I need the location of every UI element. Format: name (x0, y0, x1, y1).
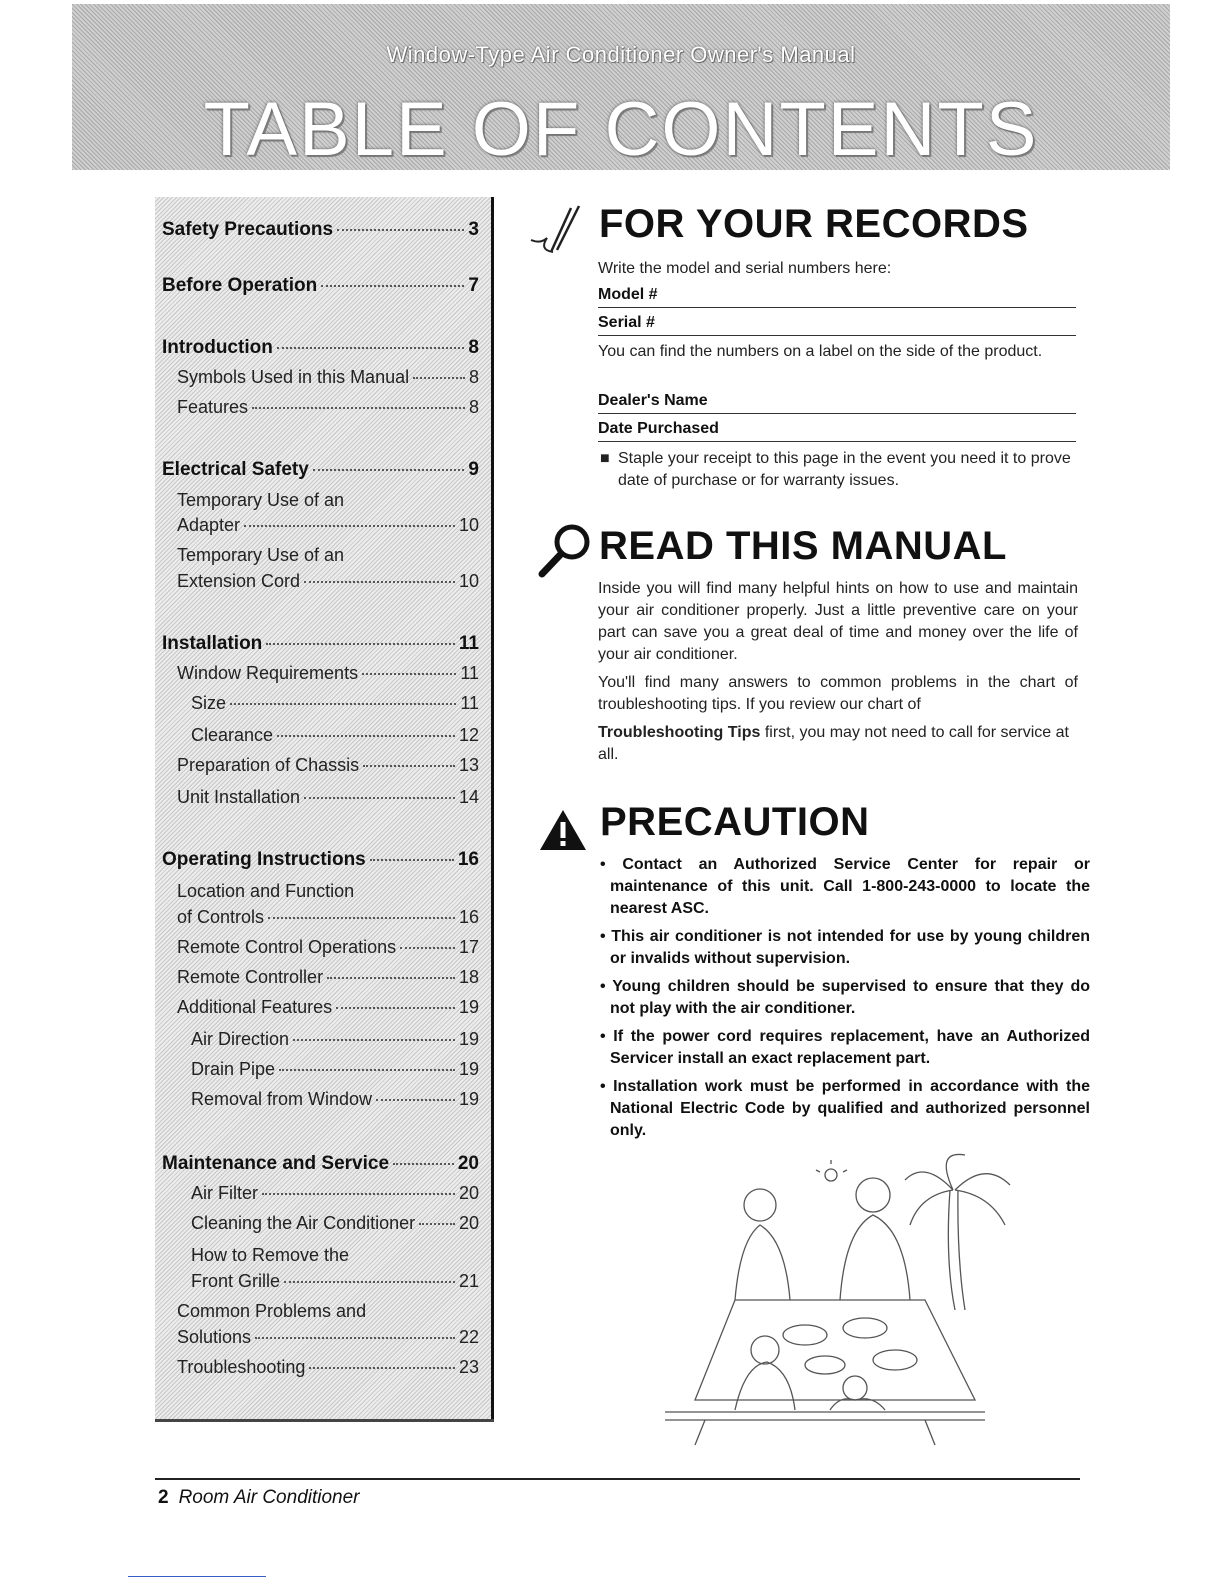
dealer-name-field[interactable]: Dealer's Name (598, 392, 1076, 414)
toc-section[interactable] (162, 633, 479, 655)
toc-subsection[interactable] (177, 787, 479, 808)
title-banner (72, 4, 1170, 170)
dot-leader (313, 468, 465, 471)
toc-subsection[interactable] (191, 1183, 479, 1204)
dot-leader (304, 796, 455, 799)
dot-leader (362, 672, 456, 675)
dot-leader (252, 406, 465, 409)
dot-leader (419, 1222, 455, 1225)
toc-entry-label: Clearance (191, 725, 274, 745)
toc-entry-label: Additional Features (177, 997, 333, 1017)
toc-entry-label: Adapter (177, 515, 241, 535)
records-heading: FOR YOUR RECORDS (599, 202, 1029, 246)
toc-subsection[interactable] (191, 1089, 479, 1110)
toc-subsection[interactable] (177, 907, 479, 928)
manual-paragraph-1: Inside you will find many helpful hints on how to use and maintain your air conditioner properly. Just a little preventive care on your part can save you a great deal of time and money over the life of your air conditioner. (598, 580, 1078, 663)
toc-entry-label: Drain Pipe (191, 1059, 276, 1079)
toc-entry-line: How to Remove the (191, 1245, 350, 1265)
toc-entry-label: Troubleshooting (177, 1357, 306, 1377)
dot-leader (277, 346, 465, 349)
toc-page-number: 7 (468, 275, 479, 296)
footer-rule (155, 1478, 1080, 1480)
dot-leader (266, 642, 455, 645)
precaution-item (598, 854, 1090, 920)
toc-page-number: 16 (457, 849, 479, 870)
precaution-item (598, 926, 1090, 970)
toc-entry-line: Location and Function (177, 881, 355, 901)
dot-leader (327, 976, 455, 979)
toc-subsection[interactable] (191, 1029, 479, 1050)
toc-entry-label: Air Direction (191, 1029, 290, 1049)
toc-entry-line: Temporary Use of an (177, 490, 345, 510)
toc-entry-label: Maintenance and Service (162, 1153, 390, 1174)
dot-leader (400, 946, 455, 949)
toc-entry-label: Electrical Safety (162, 459, 309, 480)
date-purchased-field[interactable]: Date Purchased (598, 420, 1076, 442)
toc-entry-label: Unit Installation (177, 787, 301, 807)
bullet-icon: • (600, 856, 623, 873)
manual-paragraph-2: You'll find many answers to common problems in the chart of troubleshooting tips. If you review our chart of (598, 674, 1078, 713)
toc-entry-label: Preparation of Chassis (177, 755, 360, 775)
dot-leader (413, 376, 465, 379)
toc-entry-line: Temporary Use of an (177, 545, 345, 565)
toc-entry-label: Symbols Used in this Manual (177, 367, 410, 387)
troubleshooting-tips-emphasis: Troubleshooting Tips (598, 724, 761, 741)
toc-entry-label: Remote Control Operations (177, 937, 397, 957)
toc-entry-label: Solutions (177, 1327, 252, 1347)
toc-subsection[interactable] (177, 367, 479, 388)
dot-leader (370, 858, 454, 861)
bottom-link-underline (128, 1576, 266, 1577)
toc-page-number: 11 (460, 663, 479, 683)
label-location-note: You can find the numbers on a label on the side of the product. (598, 343, 1043, 360)
toc-page-number: 8 (468, 397, 479, 417)
staple-receipt-note: Staple your receipt to this page in the event you need it to prove date of purchase or for warranty issues. (618, 450, 1071, 489)
toc-section[interactable] (162, 849, 479, 871)
toc-entry-label: Extension Cord (177, 571, 301, 591)
toc-page-number: 23 (458, 1357, 479, 1377)
toc-subsection[interactable] (191, 1271, 479, 1292)
toc-subsection[interactable] (177, 1357, 479, 1378)
dot-leader (244, 524, 455, 527)
toc-page-number: 8 (468, 337, 479, 358)
dot-leader (230, 702, 456, 705)
bullet-icon: • (600, 928, 612, 945)
toc-entry-label: Safety Precautions (162, 219, 334, 240)
toc-entry-label: Removal from Window (191, 1089, 373, 1109)
toc-page-number: 22 (458, 1327, 479, 1347)
toc-entry-label: Installation (162, 633, 263, 654)
footer-title: Room Air Conditioner (178, 1487, 360, 1508)
page-number: 2 (158, 1487, 169, 1508)
toc-section[interactable] (162, 275, 479, 297)
manual-paragraph-3-rest: first, you may not need to call for service at all. (598, 724, 1069, 763)
toc-page-number: 8 (468, 367, 479, 387)
magnifier-icon (536, 520, 594, 578)
table-of-contents (155, 197, 494, 1419)
precaution-item (598, 976, 1090, 1020)
precaution-text: Young children should be supervised to ensure that they do not play with the air conditioner. (610, 978, 1090, 1017)
toc-page-number: 19 (458, 1059, 479, 1079)
toc-page-number: 20 (458, 1213, 479, 1233)
dot-leader (336, 1006, 455, 1009)
toc-page-number: 17 (458, 937, 479, 957)
toc-page-number: 9 (468, 459, 479, 480)
dot-leader (376, 1098, 455, 1101)
bullet-icon: • (600, 1078, 614, 1095)
toc-entry-label: Remote Controller (177, 967, 324, 987)
precaution-text: This air conditioner is not intended for use by young children or invalids without supervision. (610, 928, 1091, 967)
toc-subsection[interactable] (177, 515, 479, 536)
toc-page-number: 14 (458, 787, 479, 807)
toc-entry-label: of Controls (177, 907, 265, 927)
toc-page-number: 18 (458, 967, 479, 987)
toc-subsection[interactable] (191, 1213, 479, 1234)
precaution-item (598, 1076, 1090, 1142)
toc-entry-label: Size (191, 693, 227, 713)
toc-page-number: 19 (458, 1089, 479, 1109)
precaution-text: Installation work must be performed in accordance with the National Electric Code by qualified and authorized personnel only. (610, 1078, 1090, 1139)
square-bullet-icon: ■ (600, 450, 610, 467)
dot-leader (363, 764, 455, 767)
dot-leader (293, 1038, 455, 1041)
toc-page-number: 12 (458, 725, 479, 745)
dot-leader (268, 916, 455, 919)
toc-page-number: 20 (457, 1153, 479, 1174)
manual-subtitle: Window-Type Air Conditioner Owner's Manual (386, 42, 856, 67)
toc-page-number: 11 (458, 633, 479, 654)
toc-page-number: 13 (458, 755, 479, 775)
manual-heading: READ THIS MANUAL (599, 524, 1007, 568)
toc-entry-label: Operating Instructions (162, 849, 366, 870)
dot-leader (337, 228, 464, 231)
toc-subsection[interactable] (177, 967, 479, 988)
toc-page-number: 10 (458, 515, 479, 535)
page-title: TABLE OF CONTENTS (203, 87, 1039, 170)
precaution-text: If the power cord requires replacement, have an Authorized Servicer install an exact replacement part. (610, 1028, 1091, 1067)
toc-subsection[interactable] (177, 571, 479, 592)
dot-leader (284, 1280, 455, 1283)
model-number-field[interactable]: Model # (598, 286, 1076, 308)
toc-page-number: 3 (468, 219, 479, 240)
toc-entry-label: Introduction (162, 337, 273, 358)
dot-leader (309, 1366, 455, 1369)
toc-section[interactable] (162, 1153, 479, 1175)
bullet-icon: • (600, 1028, 614, 1045)
warning-icon (538, 808, 588, 852)
toc-entry-label: Window Requirements (177, 663, 359, 683)
pen-check-icon (527, 200, 599, 258)
toc-page-number: 10 (458, 571, 479, 591)
toc-subsection[interactable] (177, 997, 479, 1018)
dot-leader (262, 1192, 455, 1195)
records-intro: Write the model and serial numbers here: (598, 260, 892, 277)
toc-page-number: 21 (458, 1271, 479, 1291)
toc-subsection[interactable] (177, 1327, 479, 1348)
toc-page-number: 16 (458, 907, 479, 927)
toc-entry-label: Features (177, 397, 249, 417)
toc-subsection[interactable] (177, 755, 479, 776)
toc-subsection[interactable] (177, 397, 479, 418)
toc-subsection[interactable] (191, 693, 479, 714)
bullet-icon: • (600, 978, 613, 995)
toc-subsection[interactable] (191, 1059, 479, 1080)
dot-leader (277, 734, 455, 737)
toc-section[interactable] (162, 219, 479, 241)
family-picnic-illustration (655, 1150, 1015, 1450)
toc-page-number: 20 (458, 1183, 479, 1203)
toc-section[interactable] (162, 459, 479, 481)
toc-subsection[interactable] (191, 725, 479, 746)
precaution-heading: PRECAUTION (600, 800, 870, 844)
dot-leader (393, 1162, 454, 1165)
manual-paragraph-3 (598, 722, 1078, 766)
toc-entry-label: Front Grille (191, 1271, 281, 1291)
toc-subsection[interactable] (177, 937, 479, 958)
dot-leader (279, 1068, 455, 1071)
toc-page-number: 19 (458, 997, 479, 1017)
toc-entry-line: Common Problems and (177, 1301, 367, 1321)
serial-number-field[interactable]: Serial # (598, 314, 1076, 336)
toc-section[interactable] (162, 337, 479, 359)
precaution-item (598, 1026, 1090, 1070)
page-footer (158, 1487, 360, 1509)
dot-leader (304, 580, 455, 583)
toc-bottom-rule (155, 1419, 494, 1422)
precaution-text: Contact an Authorized Service Center for repair or maintenance of this unit. Call 1-800-243-0000 to locate the nearest ASC. (610, 856, 1090, 917)
toc-page-number: 11 (460, 693, 479, 713)
dot-leader (321, 284, 464, 287)
toc-entry-label: Cleaning the Air Conditioner (191, 1213, 416, 1233)
toc-entry-label: Before Operation (162, 275, 318, 296)
toc-subsection[interactable] (177, 663, 479, 684)
toc-page-number: 19 (458, 1029, 479, 1049)
toc-entry-label: Air Filter (191, 1183, 258, 1203)
dot-leader (255, 1336, 455, 1339)
